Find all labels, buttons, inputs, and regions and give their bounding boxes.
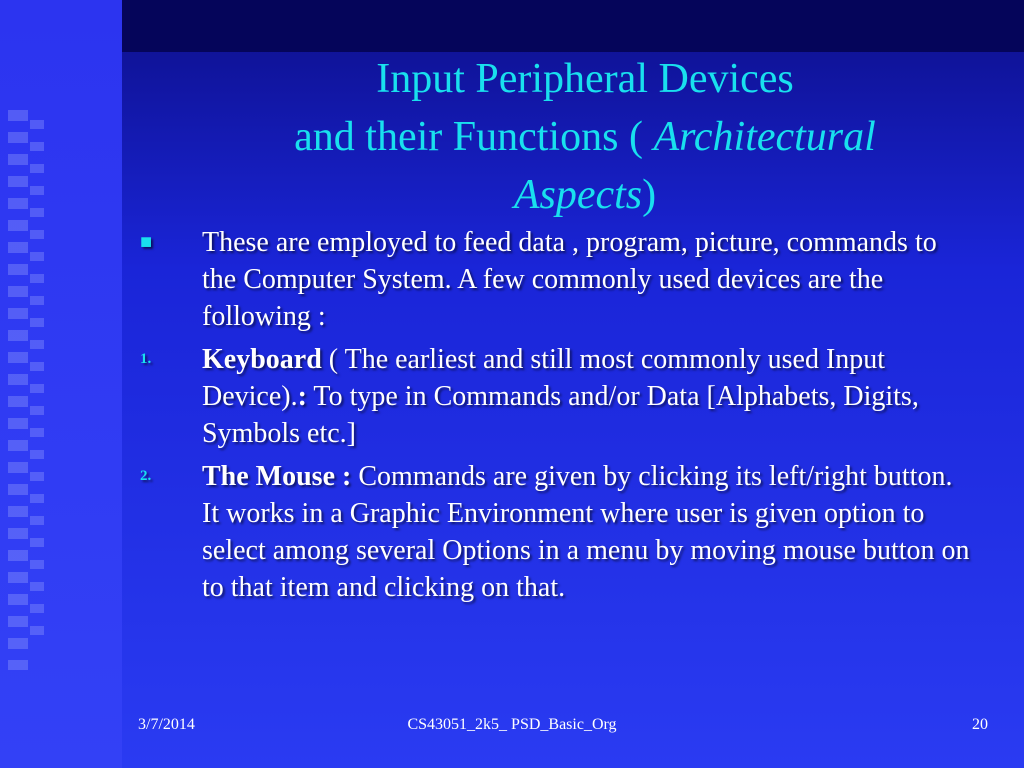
bullet-intro bbox=[140, 224, 970, 335]
list-item-mouse bbox=[140, 458, 970, 606]
bullet-intro-text: These are employed to feed data , program, picture, commands to the Computer System. A few commonly used devices are the following : bbox=[202, 227, 937, 332]
bullet-square-icon: ■ bbox=[140, 231, 153, 253]
list-item-keyboard bbox=[140, 341, 970, 452]
footer-page-number: 20 bbox=[972, 716, 988, 733]
footer-course: CS43051_2k5_ PSD_Basic_Org bbox=[407, 716, 617, 733]
title-line-3-close: ) bbox=[642, 172, 657, 218]
left-decorative-strip bbox=[0, 0, 122, 768]
title-line-3 bbox=[170, 166, 1000, 224]
title-line-1: Input Peripheral Devices bbox=[376, 56, 794, 102]
title-line-2-plain: and their Functions ( bbox=[294, 114, 654, 160]
keyboard-desc-2: To type in Commands and/or Data [Alphabets, Digits, Symbols etc.] bbox=[202, 381, 919, 449]
slide-title bbox=[170, 50, 1000, 224]
list-number-1: 1. bbox=[140, 351, 152, 367]
mouse-desc: Commands are given by clicking its left/right button. It works in a Graphic Environment where user is given option to select among several Options in a menu by moving mouse button on to that item and clicking on that. bbox=[202, 461, 970, 603]
keyboard-heading: Keyboard bbox=[202, 344, 322, 375]
footer-date: 3/7/2014 bbox=[138, 716, 195, 733]
top-dark-band bbox=[122, 0, 1024, 52]
title-line-2 bbox=[170, 108, 1000, 166]
title-line-2-italic: Architectural bbox=[653, 114, 876, 160]
keyboard-colon: : bbox=[297, 381, 307, 412]
decorative-squares-secondary bbox=[30, 120, 44, 640]
decorative-squares bbox=[8, 110, 28, 670]
slide-body bbox=[140, 224, 970, 612]
mouse-heading: The Mouse : bbox=[202, 461, 352, 492]
keyboard-desc-1: ( The earliest and still most commonly used Input Device). bbox=[202, 344, 886, 412]
title-line-3-italic: Aspects bbox=[513, 172, 643, 218]
list-number-2: 2. bbox=[140, 468, 152, 484]
